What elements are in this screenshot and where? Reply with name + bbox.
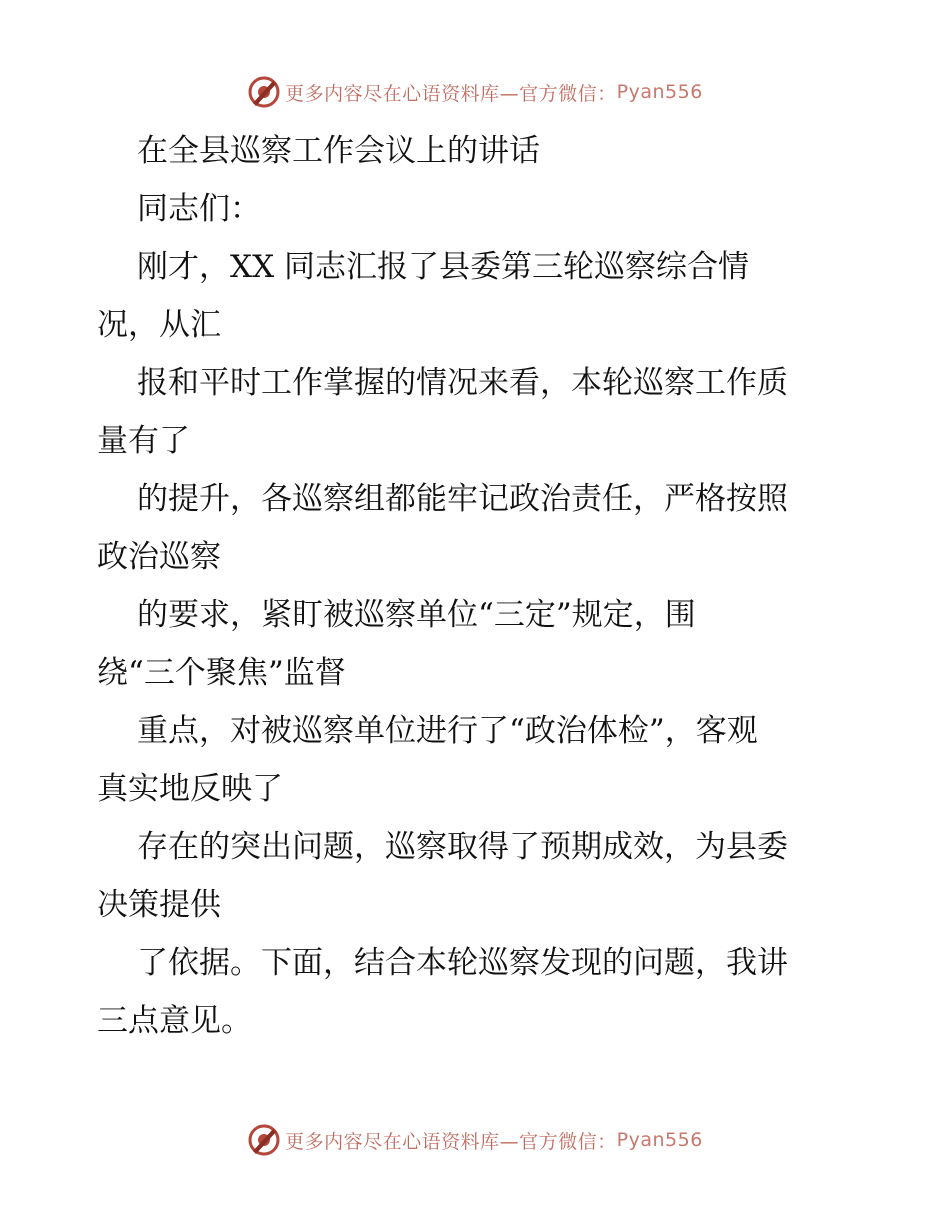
body-line: 报和平时工作掌握的情况来看，本轮巡察工作质 bbox=[137, 365, 788, 401]
body-line: 量有了 bbox=[97, 423, 190, 459]
body-line: 的提升，各巡察组都能牢记政治责任，严格按照 bbox=[137, 481, 788, 517]
document-title: 在全县巡察工作会议上的讲话 bbox=[137, 133, 540, 169]
body-line: 政治巡察 bbox=[97, 539, 221, 575]
pen-logo-icon bbox=[247, 1123, 281, 1157]
body-line: 绕“三个聚焦”监督 bbox=[97, 655, 346, 691]
salutation: 同志们： bbox=[137, 191, 261, 227]
body-line: 的要求，紧盯被巡察单位“三定”规定，围 bbox=[137, 597, 696, 633]
watermark-text: 更多内容尽在心语资料库—官方微信： bbox=[285, 1130, 617, 1153]
body-line: 真实地反映了 bbox=[97, 771, 283, 807]
header-watermark bbox=[0, 72, 950, 112]
document-body bbox=[97, 122, 857, 1050]
body-line: 决策提供 bbox=[97, 887, 221, 923]
body-line: 重点，对被巡察单位进行了“政治体检”，客观 bbox=[137, 713, 758, 749]
pen-logo-icon bbox=[247, 75, 281, 109]
body-line: 了依据。下面，结合本轮巡察发现的问题，我讲 bbox=[137, 945, 788, 981]
body-line: 刚才，XX 同志汇报了县委第三轮巡察综合情 bbox=[137, 249, 749, 285]
body-line: 存在的突出问题，巡察取得了预期成效，为县委 bbox=[137, 829, 788, 865]
body-line: 三点意见。 bbox=[97, 1003, 252, 1039]
footer-watermark bbox=[0, 1120, 950, 1160]
watermark-text: 更多内容尽在心语资料库—官方微信： bbox=[285, 82, 617, 105]
watermark-handle: Pyan556 bbox=[616, 1129, 703, 1151]
body-line: 况，从汇 bbox=[97, 307, 221, 343]
watermark-handle: Pyan556 bbox=[616, 81, 703, 103]
